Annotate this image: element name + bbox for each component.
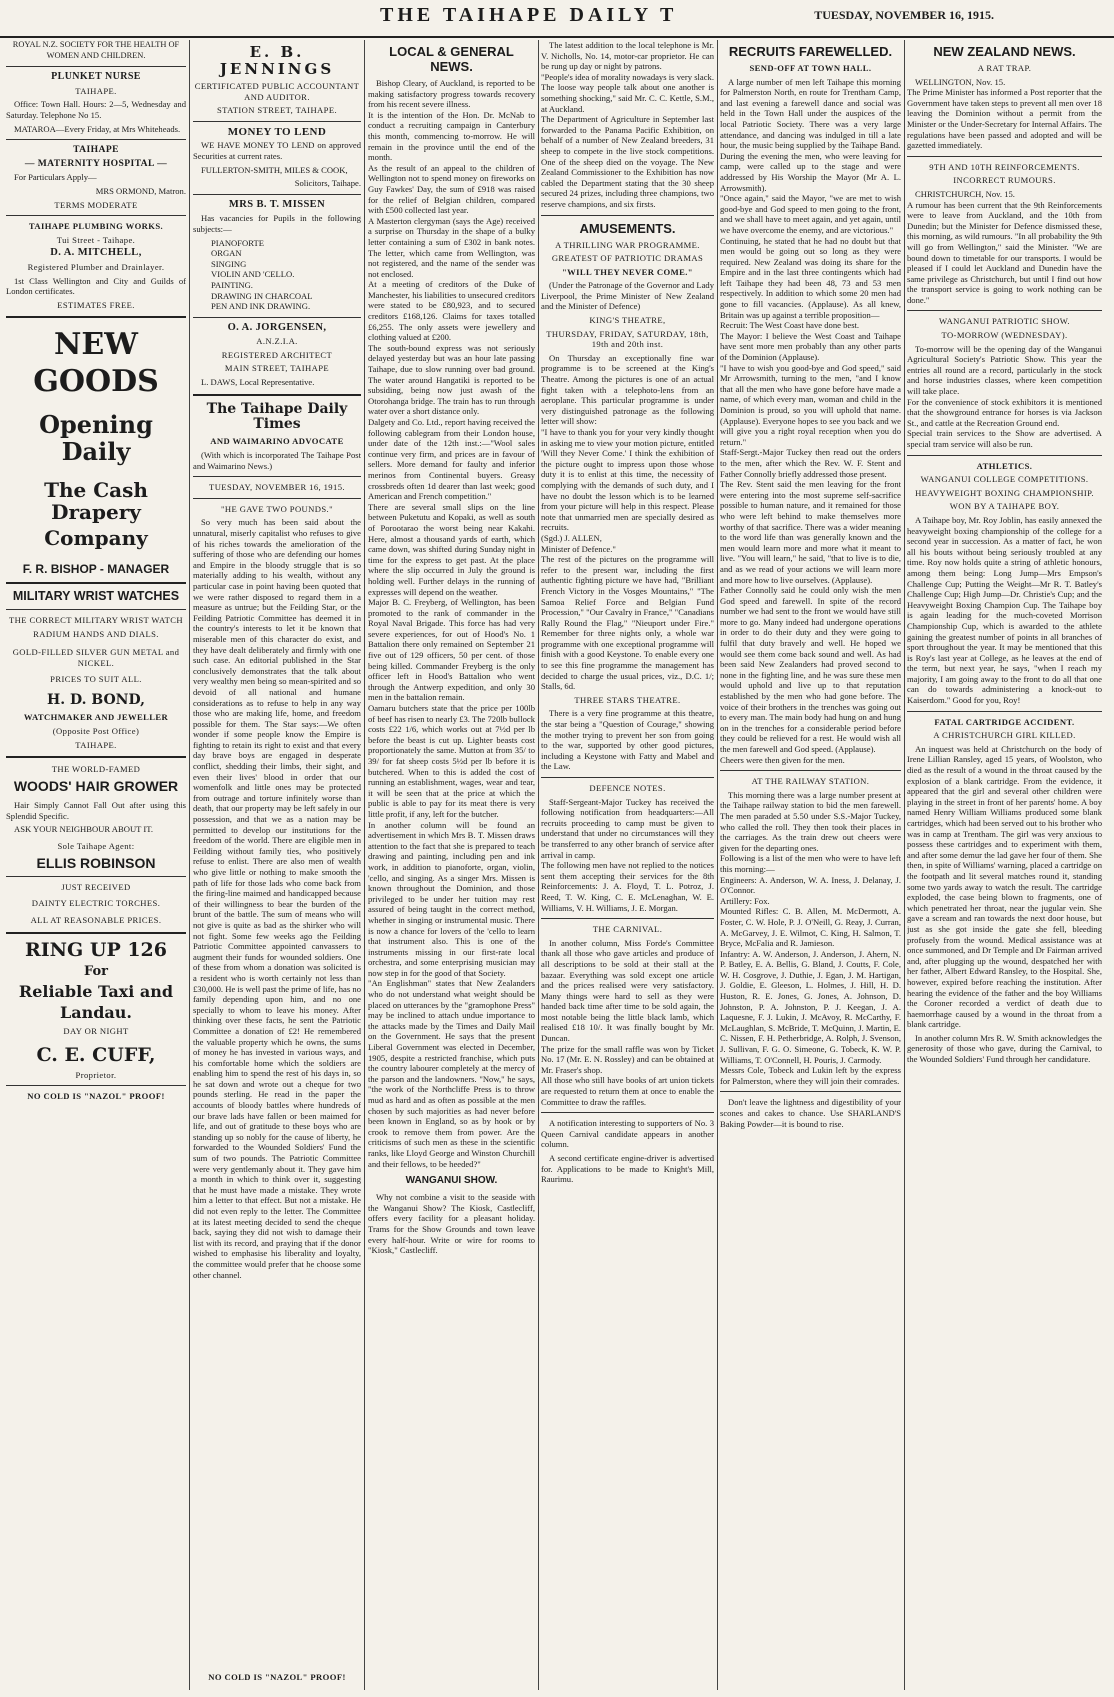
column-rule	[904, 40, 905, 1690]
ad-woods-ask: ASK YOUR NEIGHBOUR ABOUT IT.	[14, 824, 154, 835]
maternity-title: TAIHAPE	[73, 144, 119, 156]
column-rule	[364, 40, 365, 1690]
ad-jorgensen: O. A. JORGENSEN,	[227, 321, 327, 333]
fatal-accident-heading: FATAL CARTRIDGE ACCIDENT.	[934, 716, 1075, 727]
maternity-apply: For Particulars Apply—	[14, 172, 97, 183]
paper-date: TUESDAY, NOVEMBER 16, 1915.	[209, 482, 345, 493]
nz-news-heading: NEW ZEALAND NEWS.	[933, 44, 1076, 59]
plunket-place: TAIHAPE.	[75, 85, 117, 96]
college-heading: WANGANUI COLLEGE COMPETITIONS.	[920, 474, 1089, 485]
sharland-ad: Don't leave the lightness and digestibility of your scones and cakes to chance. Use SHARLAND'S Baking Powder—it is bound to rise.	[720, 1097, 901, 1129]
masthead	[0, 0, 1114, 38]
column-rule	[189, 40, 190, 1690]
plumbing-estimates: ESTIMATES FREE.	[57, 299, 135, 310]
maternity-terms: TERMS MODERATE	[54, 199, 138, 210]
ad-landau: Landau.	[59, 1003, 132, 1023]
ad-jennings-address: STATION STREET, TAIHAPE.	[216, 105, 338, 116]
plumbing-title: TAIHAPE PLUMBING WORKS.	[28, 221, 164, 232]
fatal-accident-body: An inquest was held at Christchurch on the body of Irene Lillian Ransley, aged 15 years, of Woolston, who died as the result of a wound in the throat caused by the explosion of a blank cartridge. From the evidence, it appeared that the girl and several other children were playing in the street in front of her parents' home. A boy named Henry William Williams produced some blank cartridges, which had been served out to his brother who was in camp at Trentham. The girl was very anxious to possess these cartridges and to experiment with them, and after some demur the lad gave her four of them. She then, in spite of Williams' warning, placed a cartridge on the footpath and lit several matches round it, standing some two yards away to watch the result. The cartridge exploded, the case being blown to fragments, one of which penetrated her throat, near the jugular vein. She gave a scream and ran towards the next door house, but just as she got inside the gate she fell, bleeding profusely from the wound. Medical assistance was at once summoned, and Dr Temple and Dr Fairman arrived and, after plugging up the wound, despatched her with her father, Albert Edward Ransley, to the Hospital. She, however, expired before reaching the institution. After hearing the evidence of the father and the boy Williams the Coroner recorded a verdict of death due to haemorrhage caused by a wound in the throat from a blank cartridge.	[907, 743, 1102, 1030]
patronage: (Under the Patronage of the Governor and Lady Liverpool, the Prime Minister of New Zealand and the Minister of Defence)	[541, 280, 714, 312]
ad-woods-hair-grower: WOODS' HAIR GROWER	[13, 777, 179, 794]
editorial-body: So very much has been said about the unnatural, miserly capitalist who refuses to give of his riches towards the amelioration of the suffering of those who are defending our homes and Empire in the bloody struggle that is so materially adding to his wealth, without any particular case in point having been quoted that we were rather disposed to regard them in a measure as untrue; but the Feilding Star, or the Feilding Patriotic Committee has deemed it in the country's interests to let it be known that miserable men of this character do exist, and they have dealt deliberately and firmly with one such case. An editorial published in the Star conclusively demonstrates that the talk about very wealthy men being so mean-spirited and so devoid of all national and humane considerations as to refuse to help in any way those who are making life, home, and freedom possible for them. The Star says:—We often wonder if some people know the Empire is fighting to retain its right to exist and that every day brave boys are engaged in desperate conflict, shedding their limbs, their sight, and even their lives' blood in order that our womenfolk and little ones may be protected from outrage and torture infinitely worse than death, that our property may be left safely in our possession, and that we as a nation may be permitted to develop our institutions for the freedom of the world. There are eligible men in Feilding without family ties, who positively refuse to enlist. There are also men of wealth who give little or nothing to make smooth the path of life for those lads who come back from the firing-line maimed and handicapped because of their willingness to bear the burden of the brunt of the battle. The sum of means who will not give is quite as bad as the shirker who will not fight. Some few weeks ago the Feilding Patriotic Committee appointed canvassers to augment their funds for wounded soldiers. One of these from whom a donation was solicited is a resident who is worth certainly not less than £30,000. He is well past the prime of life, has no family depending upon him, and no one specially to whom to leave his money. After thinking over these facts, he sent the Patriotic Committee a donation of £2! He remembered the valuable property which he owns, the sums of money he has invested in various ways, and his comfortable home which the soldiers are enabling him to spend the rest of his days in, so he sat down and wrote out a cheque for two pounds sterling. He read in the paper the accounts of bloody battles where hundreds of our brave lads have fallen or been maimed for life, and out of gratitude to these boys who are standing up so nobly for the cause of liberty, he forwarded to the Wounded Soldiers' Fund the sum of two pounds. The Patriotic Committee were very gentlemanly about it. They gave him a month in which to think over it, suggesting that he must have made a mistake. They wrote him a letter to that effect. But not a mistake. He did not even reply to the letter. The Committee at its latest meeting decided to send the cheque back, saying they did not wish to damage their list with its record, and praying that if the donor wished to emphasise his liberality and loyalty, the committee would prefer that he choose some other channel.	[193, 517, 361, 1280]
ad-bond-town: TAIHAPE.	[75, 739, 117, 750]
ad-just-received: JUST RECEIVED	[61, 881, 131, 892]
ad-proprietor: Proprietor.	[75, 1069, 117, 1080]
recruits-heading: RECRUITS FAREWELLED.	[728, 44, 893, 59]
ad-money-body: WE HAVE MONEY TO LEND on approved Securities at current rates.	[193, 140, 361, 161]
amusements-body: On Thursday an exceptionally fine war programme is to be screened at the King's Theatre. Among the pictures is one of an actual fight taken with a telephoto-lens from an aeroplane. This particular programme is under very distinguished patronage as the following letter will show: "I have to thank you for your very kindly thought in asking me to view your motion picture, entitled 'Will they Never Come.' I think the exhibition of the picture ought to impress upon those whose duty it is to enlist at this time, the necessity of complying with the demands of such duty, and I have no doubt the lesson which is to be learned from your picture will help in this respect. Please note that unmarried men are specially desired as recruits. (Sgd.) J. ALLEN, Minister of Defence." The rest of the pictures on the programme will refer to the present war, including the first authentic fighting picture we have had, "Brilliant French Victory in the Vosges Mountains," "The Samoa Relief Force and Belgian Fund Procession," "Our Cavalry in France," "Canadians Rally Round the Flag," "Nieuport under Fire." Remember for three nights only, a whole war programme with one exceptional programme will finish with a good Keystone. To enable every one to see this fine programme the management has decided to charge the usual prices, viz., D.C. 1/; Stalls, 6d.	[541, 352, 714, 692]
ad-jennings: E. B. JENNINGS	[219, 43, 335, 78]
column-4-amusements	[541, 40, 714, 1690]
ad-reasonable: ALL AT REASONABLE PRICES.	[30, 915, 162, 926]
ad-bond-name: H. D. BOND,	[47, 691, 145, 708]
column-3-local-news	[368, 40, 535, 1690]
society-heading: ROYAL N.Z. SOCIETY FOR THE HEALTH OF WOMEN AND CHILDREN.	[12, 40, 180, 60]
show-dates: THURSDAY, FRIDAY, SATURDAY, 18th, 19th and 20th inst.	[546, 328, 709, 350]
ad-new: NEW	[54, 327, 138, 363]
carnival-body: In another column, Miss Forde's Committee thank all those who gave articles and produce of all descriptions to be sold at their stall at the bazaar. Everything was sold except one article and the prices realised were very satisfactory. Many things were hard to sell as they were handed back time after time to be sold again, the most notable being the little black lamb, which realised £18 10/. It was finally bought by Mr. Duncan. The prize for the small raffle was won by Ticket No. 17 (Mr. E. N. Rossley) and can be obtained at Mr. Fraser's shop. All those who still have books of art union tickets are requested to return them at once to enable the Committee to draw the raffles.	[541, 937, 714, 1107]
war-programme: A THRILLING WAR PROGRAMME.	[555, 239, 700, 250]
paper-note: (With which is incorporated The Taihape Post and Waimarino News.)	[193, 450, 361, 471]
ad-ring-up: RING UP 126	[24, 938, 168, 961]
ad-jennings-cert: CERTIFICATED PUBLIC ACCOUNTANT AND AUDITOR.	[194, 81, 360, 102]
patriotic-show-heading: WANGANUI PATRIOTIC SHOW.	[939, 316, 1070, 327]
defence-heading: DEFENCE NOTES.	[589, 783, 666, 793]
masthead-date: TUESDAY, NOVEMBER 16, 1915.	[814, 8, 994, 22]
column-rule	[717, 40, 718, 1690]
ad-world-famed: THE WORLD-FAMED	[51, 764, 141, 775]
editorial-heading: "HE GAVE TWO POUNDS."	[220, 503, 334, 514]
ad-money-title: MONEY TO LEND	[227, 125, 327, 138]
ad-taxi: Reliable Taxi and	[18, 981, 174, 1001]
notice-carnival-candidate: A notification interesting to supporters of No. 3 Queen Carnival candidate appears in another column.	[541, 1118, 714, 1150]
notice-engine-driver: A second certificate engine-driver is advertised for. Applications to be made to Knight's Mill, Raurimu.	[541, 1153, 714, 1185]
three-stars-heading: THREE STARS THEATRE.	[574, 694, 681, 705]
ad-gold-filled: GOLD-FILLED SILVER GUN METAL and NICKEL.	[12, 647, 180, 668]
ad-nazol: NO COLD IS "NAZOL" PROOF!	[27, 1091, 165, 1102]
carnival-heading: THE CARNIVAL.	[592, 924, 663, 935]
greatest-dramas: GREATEST OF PATRIOTIC DRAMAS	[551, 253, 704, 264]
ad-manager: F. R. BISHOP - MANAGER	[22, 562, 170, 577]
ad-bond-trade: WATCHMAKER AND JEWELLER	[23, 712, 169, 723]
recruits-body: A large number of men left Taihape this morning for Palmerston North, en route for Trentham Camp, and last evening a farewell dance and social was held in the Town Hall under the auspices of the local Patriotic Society. There was a very large attendance, and dancing was indulged in till a late hour, the music being supplied by the Taihape Band. During the evening the men, who were leaving for camp, were called up to the stage and were addressed by His Worship the Mayor (Mr A. L. Arrowsmith). "Once again," said the Mayor, "we are met to wish good-bye and God speed to men going to the front, and we shall have to meet again, and yet again, until we have overcome the enemy, and are victorious." Continuing, he stated that he had no doubt but that men would be going out so long as they were required. New Zealand was doing its share for the Empire and in the last three contingents which had left Taihape they had been 48, 73 and 53 men respectively. In addition to which some 20 men had gone to fill vacancies. (Applause). As all knew, Britain was up against a terrible proposition— Recruit: The West Coast have done best. The Mayor: I believe the West Coast and Taihape have sent more men probably than any other parts of the Dominion (Applause). "I have to wish you good-bye and God speed," said Mr Arrowsmith, turning to the men, "and I know that all the men who have gone before have made a name, of which every man, woman and child in the Dominion is proud, so you will uphold that name. (Applause). Everyone hopes to see you back and we will give you a right royal reception when you do return." Staff-Sergt.-Major Tuckey then read out the orders to the men, after which the Rev. W. F. Stent and Father Connolly briefly addressed those present. The Rev. Stent said the men leaving for the front were entering into the most supreme self-sacrifice possible to human nature, and it remained for those who were left behind to make themselves more worthy of that sacrifice. There was a wider meaning to the word life than was generally known and the men would learn more and more what it meant to live. "You will learn," he said, "that to live is to die, and as we read of your actions we will learn more and more how to live ourselves. (Applause). Father Connolly said he could only wish the men God speed and farewell. In spite of the record number we had sent to the front we would have still more to go. Many indeed had undergone operations in order to do their duty and they were going to fulfil that duty bravely and well. He hoped we would see them come back sound and well. As had been said New Zealanders had proved second to none in the fighting line, and he was sure these men would uphold and live up to that reputation established by the men who had gone before. The voice of their brothers in the trenches was going out to every man. The main body had hung on and hung on in the trenches for a considerable period before they could be relieved for a rest. He would wish all the men farewell and God speed. (Applause). Cheers were then given for the men.	[720, 76, 901, 765]
ad-ellis-robinson: ELLIS ROBINSON	[36, 854, 156, 871]
ad-goods: GOODS	[33, 364, 159, 400]
smith-note: In another column Mrs R. W. Smith acknowledges the generosity of those who gave, during the Carnival, to the Wounded Soldiers' Fund through her candidature.	[907, 1032, 1102, 1065]
patriotic-show-body: To-morrow will be the opening day of the Wanganui Agricultural Society's Patriotic Show. This year the entries all round are a record, particularly in the stock and horse industries classes, where keen competition will take place. For the convenience of stock exhibitors it is mentioned that the showground entrance for horses is via Jackson St., and cattle at the Recreation Ground end. Special train services to the Show are advertised. A special tram service will also be run.	[907, 343, 1102, 449]
column-6-nz-news	[907, 40, 1102, 1690]
paper-title: The Taihape Daily Times	[206, 400, 348, 433]
ad-cash-drapery: The Cash Drapery	[44, 478, 148, 525]
kings-theatre: KING'S THEATRE,	[589, 315, 666, 326]
amusements-heading: AMUSEMENTS.	[579, 220, 676, 236]
ad-jorgensen-address: MAIN STREET, TAIHAPE	[224, 363, 330, 374]
ad-missen-title: MRS B. T. MISSEN	[228, 198, 326, 210]
ad-company: Company	[44, 526, 148, 551]
reinforcements-heading: 9TH AND 10TH REINFORCEMENTS.	[929, 161, 1080, 172]
maternity-subtitle: — MATERNITY HOSPITAL —	[24, 157, 168, 169]
ad-missen-intro: Has vacancies for Pupils in the following subjects:—	[193, 213, 361, 234]
plumbing-registered: Registered Plumber and Drainlayer.	[27, 261, 165, 272]
ad-military-watches: MILITARY WRIST WATCHES	[12, 589, 180, 604]
column-1-advertisements	[6, 40, 186, 1690]
ad-cuff: C. E. CUFF,	[36, 1043, 156, 1066]
local-news-heading: LOCAL & GENERAL NEWS.	[389, 44, 514, 74]
recruits-subheading: SEND-OFF AT TOWN HALL.	[749, 63, 872, 73]
plunket-office: Office: Town Hall. Hours: 2—5, Wednesday and Saturday. Telephone No 15.	[6, 99, 186, 120]
ad-jorgensen-qual: A.N.Z.I.A.	[256, 336, 298, 347]
ad-prices: PRICES TO SUIT ALL.	[50, 674, 142, 685]
ad-money-role: Solicitors, Taihape.	[294, 178, 361, 189]
ad-opening-daily: Opening Daily	[39, 410, 153, 466]
local-news-body: Bishop Cleary, of Auckland, is reported to be making satisfactory progress towards recovery from his recent severe illness. It is the intention of the Hon. Dr. McNab to conduct a recruiting campaign in Canterbury this month, commencing to-morrow. He will remain in the province until the end of the month. As the result of an appeal to the children of Wellington not to spend money on fireworks on Guy Fawkes' Day, the sum of £918 was raised for the relief of Belgian children, compared with £500 collected last year. A Masterton clergyman (says the Age) received a surprise on Thursday in the shape of a bulky letter containing a sum of £302 in bank notes. The letter, which came from Wellington, was not registered, and the name of the sender was not enclosed. At a meeting of creditors of the Duke of Manchester, his liabilities to unsecured creditors were stated to be £80,923, and to secured creditors £168,126. Claims for taxes totalled £6,255. The only assets were jewellery and clothing valued at £200. The south-bound express was not seriously delayed yesterday but was an hour late passing Taihape, due to slow running over bad ground. The water around Hangatiki is reported to be subsiding, being now just awash of the Otorohanga bridge. The train has to run through water over a short distance only. Dalgety and Co. Ltd., report having received the following cablegram from their London house, under date of the 12th inst.:—"Wool sales continue very firm, and prices are in favour of sellers. More demand for faulty and inferior merinos from Continental buyers. Greasy crossbreds often 1d dearer than last week; good American and French competition." There are several small slips on the line between Puketutu and Kopaki, as well as south of Porootarao the worst being near Kakahi. Here, almost a thousand yards of earth, which came down, was shifted during Sunday night in time for the express to get past. At the place where the slip occurred in July the ground is holding well. Further delays in the running of expresses will depend on the weather. Major B. C. Freyberg, of Wellington, has been promoted to the rank of commander in the Royal Naval Brigade. This force has had very severe experiences, for out of Hood's No. 1 Battalion there only remained on September 21 five out of 129 officers, 50 per cent. of those being killed. Commander Freyberg is the only officer left in Hood's Battalion who went through the Antwerp expedition, and only 30 men in the battalion remain. Oamaru butchers state that the price per 100lb of beef has risen to nearly £3. The 720lb bullock costs £22 1/6, which works out at 7½d per lb before the beast is cut up. Lighter beasts cost proportionately the same. Mutton at from 35/ to 39/ for fat sheep costs 5½d per lb before it is butchered. When to this is added the cost of running an establishment, wages, wear and tear, it will be seen that at the price at which the public is able to pay for its meat there is very little profit, if any, left for the butcher. In another column will be found an advertisement in which Mrs B. T. Missen draws attention to the fact that she is prepared to teach drawing and painting, including pen and ink work, in addition to pianoforte, organ, violin, 'cello, and singing. As a singer Mrs. Missen is known throughout the Dominion, and those privileged to be under her tuition may rest assured of being taught in the correct method, whether in singing or instrumental music. There is now a chance for lovers of the 'cello to learn that instrument also. This is one of the instruments missing in our first-rate local orchestra, and some enterprising musician may now step in for the good of that Society. "An Englishman" states that New Zealanders who do not understand what weight should be placed on utterances by the "gramophone Press" may be inclined to attach undue importance to the attacks made by the Times and Daily Mail on the Government. He says that the present Liberal Government was elected in December, 1905, despite a restricted franchise, which puts the country labourer completely at the mercy of the parson and the landowners. "Now," he says, "the work of the Northcliffe Press is to throw mud as hard and as often as possible at the men chosen by such majorities as had never before been known in England, so as by hook or by crook to remove them from power. Are the criticisms of such men as these in the scientific ranks, like Lloyd George and Winston Churchill and their fellows, to be heeded?"	[368, 78, 535, 1169]
railway-station-body: This morning there was a large number present at the Taihape railway station to bid the men farewell. The men paraded at 5.50 under S.S.-Major Tuckey, who called the roll. They then took their places in the carriages. As the train drew out cheers were given for the departing ones. Following is a list of the men who were to have left this morning:— Engineers: A. Anderson, W. A. Iness, J. Delanay, J. O'Connor. Artillery: Fox. Mounted Rifles: C. B. Allen, M. McDermott, A. Foster, C. W. Hole, P. J. O'Neill, G. Reay, J. Curran, A. McGarvey, J. E. Wilmot, C. King, H. Salmon, T. Bryce, McFalia and R. Jamieson. Infantry: A. W. Anderson, J. Anderson, J. Ahern, N. P. Batley, E. A. Bellis, G. Bland, J. Coutts, F. Cole, W. H. Cosgrove, J. Duthie, J. Egan, J. M. Hartigan, J. Goldie, E. Gleeson, L. Holmes, J. Hill, H. D. Huston, R. E. Jones, G. Jones, A. Johnson, D. Johnston, P. A. Johnston, P. J. Keegan, J. A. Laquesne, F. J. Lukin, J. McAvoy, R. McCarthy, F. McLaughlan, S. McBride, T. McQuinn, J. Martin, E. C. Nissen, F. H. Petherbridge, A. Rolph, J. Svenson, J. Sullivan, F. G. O. Simeone, G. Tobeck, K. W. P. Williams, T. O'Connell, H. Pouris, J. Carmody. Messrs Cole, Tobeck and Lukin left by the express for Palmerston, where they will join their comrades.	[720, 789, 901, 1086]
plumbing-guilds: 1st Class Wellington and City and Guilds of London certificates.	[6, 275, 186, 297]
won-heading: WON BY A TAIHAPE BOY.	[949, 501, 1060, 512]
ad-jorgensen-rep: L. DAWS, Local Representative.	[201, 377, 315, 388]
boxing-heading: HEAVYWEIGHT BOXING CHAMPIONSHIP.	[915, 487, 1094, 498]
ad-nazol-2: NO COLD IS "NAZOL" PROOF!	[208, 1672, 346, 1683]
ad-woods-body: Hair Simply Cannot Fall Out after using this Splendid Specific.	[6, 800, 186, 821]
plumbing-name: D. A. MITCHELL,	[50, 247, 142, 259]
railway-station-heading: AT THE RAILWAY STATION.	[751, 776, 870, 787]
fatal-accident-sub: A CHRISTCHURCH GIRL KILLED.	[933, 730, 1076, 741]
ad-bond-opposite: (Opposite Post Office)	[52, 725, 140, 736]
rumours-heading: INCORRECT RUMOURS.	[953, 175, 1056, 186]
reinforcements-body: CHRISTCHURCH, Nov. 15. A rumour has been current that the 9th Reinforcements were to leave from Auckland, and the 10th from Dunedin; but the Minister for Defence dismissed these, this morning, as wild rumours. "In all probability the 9th will go from Wellington," said the Minister. "We are bound down to timetable for our transports. I would be pleased if I could let Auckland and Dunedin have the same privilege as Christchurch, but until I find out how the transport service is going to work nothing can be done."	[907, 188, 1102, 305]
maternity-matron: MRS ORMOND, Matron.	[95, 185, 186, 196]
ad-radium: RADIUM HANDS AND DIALS.	[33, 628, 159, 639]
column-2-editorial	[193, 40, 361, 1690]
patriotic-show-sub: TO-MORROW (WEDNESDAY).	[941, 330, 1068, 341]
column-5-recruits	[720, 40, 901, 1690]
ad-torches: DAINTY ELECTRIC TORCHES.	[31, 898, 161, 909]
ad-day-night: DAY OR NIGHT	[63, 1026, 129, 1037]
plumbing-street: Tui Street - Taihape.	[56, 234, 136, 245]
rat-trap-heading: A RAT TRAP.	[977, 63, 1032, 73]
never-come-title: "WILL THEY NEVER COME."	[562, 266, 693, 277]
plunket-title: PLUNKET NURSE	[51, 71, 141, 83]
three-stars-body: There is a very fine programme at this theatre, the star being a "Question of Courage," showing the mother trying to prevent her son from going to the war, supported by other good pictures, including a Keystone with Fatty and Mabel and the Law.	[541, 708, 714, 772]
wanganui-show-heading: WANGANUI SHOW.	[405, 1175, 498, 1187]
ad-money-firm: FULLERTON-SMITH, MILES & COOK,	[201, 164, 348, 175]
wanganui-show-body: Why not combine a visit to the seaside with the Wanganui Show? The Kiosk, Castlecliff, offers every facility for a pleasant holiday. Trams for the Show Grounds and town leave every half-hour. Write or wire for rooms to "Kiosk," Castlecliff.	[368, 1192, 535, 1256]
masthead-title: THE TAIHAPE DAILY T	[380, 4, 678, 26]
ad-jorgensen-role: REGISTERED ARCHITECT	[221, 349, 333, 360]
defence-body: Staff-Sergeant-Major Tuckey has received the following notification from headquarters:—All recruits proceeding to camp must be given to understand that under no circumstances will they be transferred to any other branch of service after arrival in camp. The following men have not replied to the notices sent them accepting their services for the 8th Reinforcements: J. A. Floyd, T. L. Potroz, J. Reed, T. W. King, C. E. McLenaghan, W. E. Williams, V. H. Williams, J. E. Morgan.	[541, 796, 714, 913]
athletics-heading: ATHLETICS.	[976, 460, 1033, 471]
ad-missen-subjects: PIANOFORTE ORGAN SINGING VIOLIN AND 'CELLO. PAINTING. DRAWING IN CHARCOAL PEN AND INK DRAWING.	[211, 237, 313, 312]
ad-sole-agent: Sole Taihape Agent:	[57, 840, 135, 851]
paper-subtitle: AND WAIMARINO ADVOCATE	[210, 436, 344, 447]
column-rule	[538, 40, 539, 1690]
plunket-mataroa: MATAROA—Every Friday, at Mrs Whiteheads.	[14, 123, 181, 134]
ad-correct-watch: THE CORRECT MILITARY WRIST WATCH	[9, 615, 183, 625]
rat-trap-body: WELLINGTON, Nov. 15. The Prime Minister has informed a Post reporter that the Government have taken steps to prevent all men over 18 leaving the Dominion without a permit from the Minister or the Under-Secretary for Internal Affairs. The regulations have been passed and adopted and will be gazetted immediately.	[907, 76, 1102, 151]
ad-for: For	[83, 963, 109, 979]
news-continued: The latest addition to the local telephone is Mr. V. Nicholls, No. 14, motor-car proprietor. He can be rung up day or night by patrons. "People's idea of morality nowadays is very slack. The loose way people talk about one another is something shocking," said Mr. C. C. Kettle, S.M., at Auckland. The Department of Agriculture in September last forwarded to the Panama Pacific Exhibition, on behalf of a number of New Zealand breeders, 31 sheep to compete in the live stock competitions. One of the sheep died on the voyage. The New Zealand Commissioner to the Exhibition has now cabled the Department stating that the 30 sheep secured 24 prizes, including three champions, two reserve champions, and six firsts.	[541, 40, 714, 209]
boxing-body: A Taihape boy, Mr. Roy Joblin, has easily annexed the heavyweight boxing championship of the college for a second year in succession. As a matter of fact, he won all his bouts without being seriously troubled at any time. Roy now holds quite a string of athletic honours, among them being: Long Jump—Mrs Empson's Challenge Cup; Putting the Weight—Mr R. T. Batley's Challenge Cup; High Jump—Dr. Christie's Cup; and the Heavyweight Boxing Champion Cup. The Taihape boy is again leading for the much-coveted Morrison Championship Cup, which is awarded to the athlete gaining the greatest number of points in all branches of sport throughout the year. It may be mentioned that this is Roy's last year at College, as he leaves at the end of the term, but next year, he says, "when I reach my majority, I am going away to the front to do all that one can do towards administering a knock-out to Kaiserdom." Good for you, Roy!	[907, 514, 1102, 706]
